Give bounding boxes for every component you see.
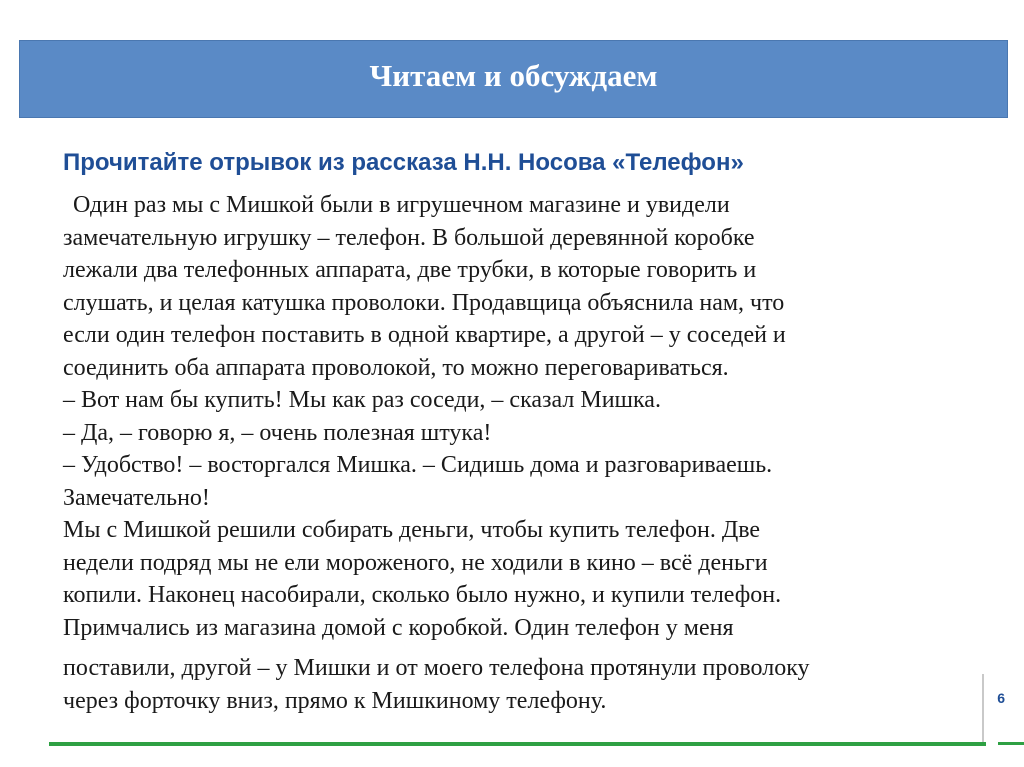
text-line: Мы с Мишкой решили собирать деньги, чтобы купить телефон. Две [63, 517, 761, 543]
text-line: Примчались из магазина домой с коробкой. Один телефон у меня [63, 614, 734, 641]
text-line: поставили, другой – у Мишки и от моего телефона протянули проволоку [63, 655, 810, 681]
bottom-accent-line [49, 742, 986, 746]
text-line: слушать, и целая катушка проволоки. Продавщица объяснила нам, что [63, 289, 785, 316]
slide-title: Читаем и обсуждаем [369, 58, 658, 93]
text-line: копили. Наконец насобирали, сколько было нужно, и купили телефон. [63, 582, 782, 608]
text-line: лежали два телефонных аппарата, две трубки, в которые говорить и [63, 257, 757, 283]
page-number: 6 [997, 690, 1005, 706]
text-line: через форточку вниз, прямо к Мишкиному телефону. [63, 687, 607, 714]
text-line: – Вот нам бы купить! Мы как раз соседи, – сказал Мишка. [63, 387, 661, 413]
text-line: Один раз мы с Мишкой были в игрушечном магазине и увидели [73, 192, 730, 218]
bottom-accent-line-tail [998, 742, 1024, 745]
text-line: соединить оба аппарата проволокой, то можно переговариваться. [63, 354, 729, 381]
text-line: Замечательно! [63, 484, 210, 511]
text-line: – Удобство! – восторгался Мишка. – Сидишь дома и разговариваешь. [63, 452, 773, 478]
text-line: если один телефон поставить в одной квартире, а другой – у соседей и [63, 322, 786, 348]
right-divider [982, 674, 984, 746]
text-line: недели подряд мы не ели мороженого, не ходили в кино – всё деньги [63, 549, 768, 576]
text-line: замечательную игрушку – телефон. В большой деревянной коробке [63, 224, 755, 251]
text-line: – Да, – говорю я, – очень полезная штука! [63, 419, 492, 446]
title-bar [19, 40, 1008, 118]
story-excerpt [63, 189, 963, 717]
slide-subtitle: Прочитайте отрывок из рассказа Н.Н. Носова «Телефон» [63, 149, 744, 176]
